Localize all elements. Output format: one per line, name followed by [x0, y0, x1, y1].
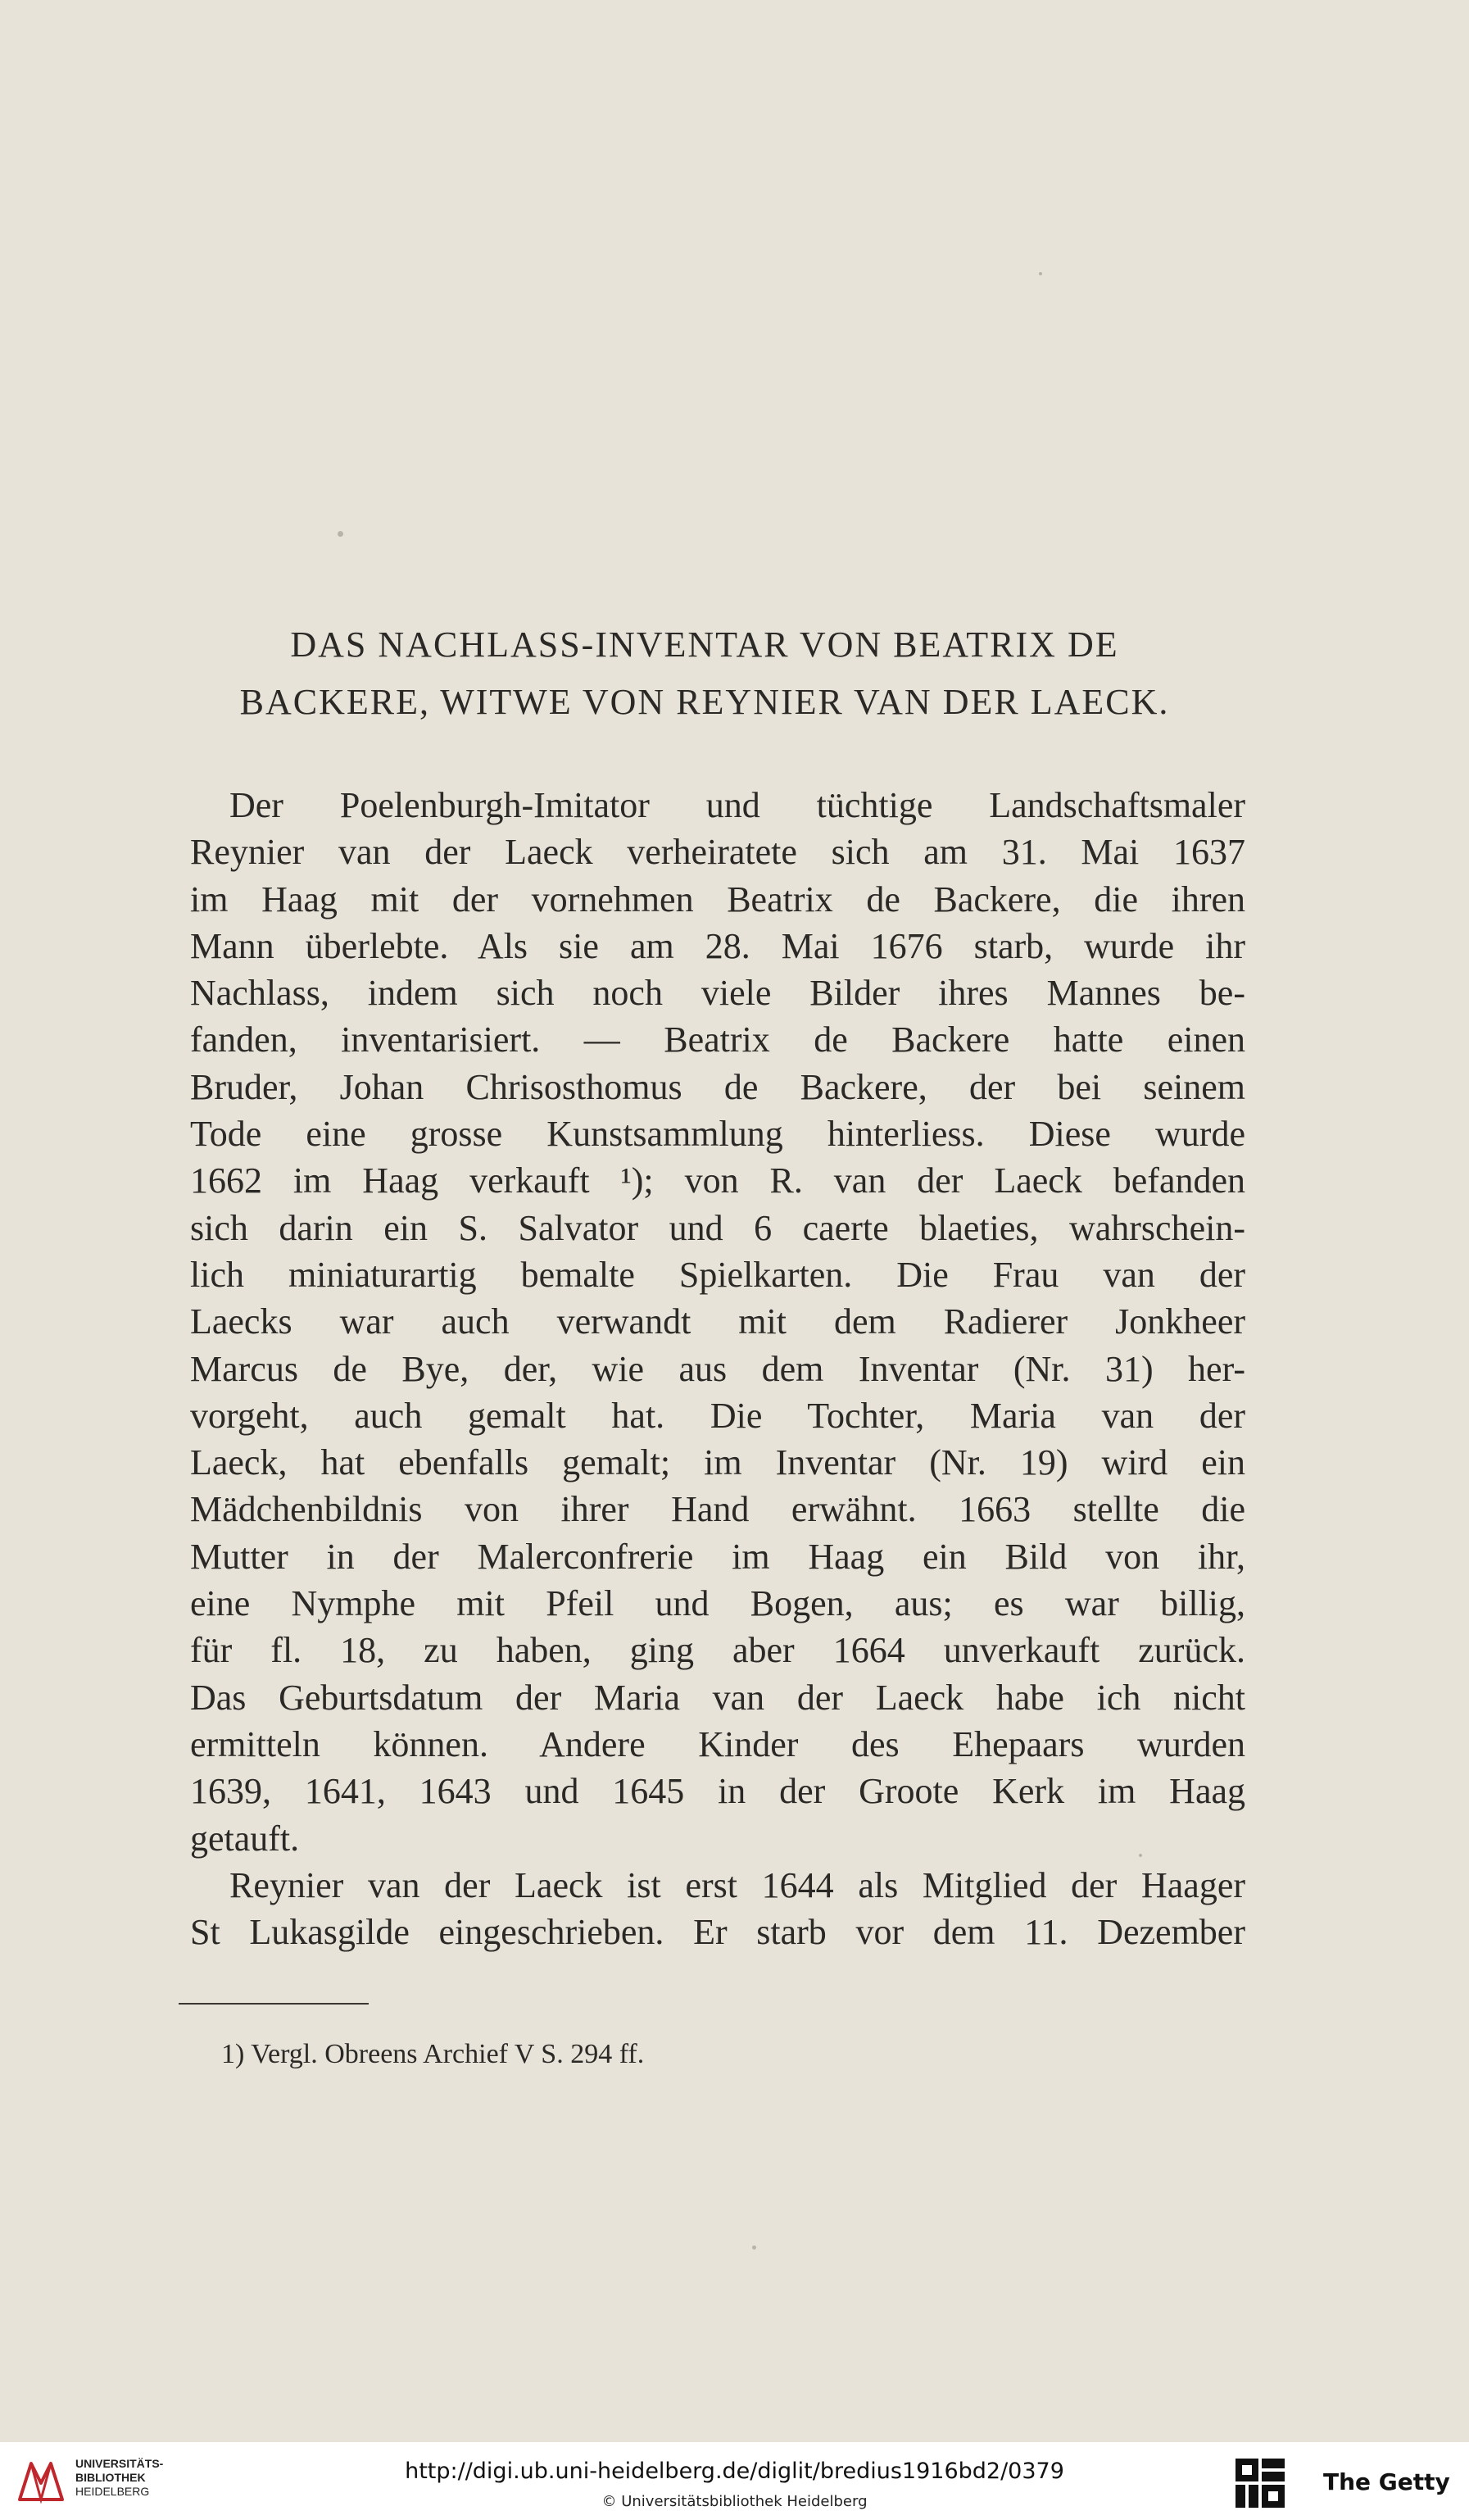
body-line: 1662 im Haag verkauft ¹); von R. van der Laeck befanden — [190, 1160, 1245, 1201]
footnote: 1) Vergl. Obreens Archief V S. 294 ff. — [221, 2039, 645, 2069]
body-line: St Lukasgilde eingeschrieben. Er starb vor dem 11. Dezember — [190, 1912, 1245, 1953]
library-name-line-2: BIBLIOTHEK — [75, 2471, 146, 2484]
getty-label: The Getty — [1323, 2468, 1450, 2495]
body-line: Tode eine grosse Kunstsammlung hinterliess. Diese wurde — [190, 1114, 1245, 1155]
body-line: Das Geburtsdatum der Maria van der Laeck habe ich nicht — [190, 1677, 1245, 1718]
body-line: Laeck, hat ebenfalls gemalt; im Inventar (Nr. 19) wird ein — [190, 1442, 1245, 1483]
getty-logo-icon[interactable] — [1234, 2457, 1286, 2511]
library-name-line-3: HEIDELBERG — [75, 2485, 150, 2498]
article-title-line-2: BACKERE, WITWE VON REYNIER VAN DER LAECK. — [239, 682, 1170, 722]
permalink-url[interactable]: http://digi.ub.uni-heidelberg.de/diglit/bredius1916bd2/0379 — [405, 2459, 1064, 2484]
body-line: lich miniaturartig bemalte Spielkarten. Die Frau van der — [190, 1254, 1245, 1295]
body-line: fanden, inventarisiert. — Beatrix de Backere hatte einen — [190, 1019, 1245, 1060]
paper-speck — [1039, 272, 1042, 275]
body-line: ermitteln können. Andere Kinder des Ehepaars wurden — [190, 1723, 1245, 1764]
body-line: für fl. 18, zu haben, ging aber 1664 unverkauft zurück. — [190, 1630, 1245, 1671]
body-line: Marcus de Bye, der, wie aus dem Inventar (Nr. 31) her- — [190, 1348, 1245, 1389]
body-line: Mädchenbildnis von ihrer Hand erwähnt. 1663 stellte die — [190, 1489, 1245, 1530]
body-line: eine Nymphe mit Pfeil und Bogen, aus; es war billig, — [190, 1583, 1245, 1624]
paper-speck — [338, 531, 343, 537]
body-line: Mutter in der Malerconfrerie im Haag ein Bild von ihr, — [190, 1536, 1245, 1577]
body-line: Reynier van der Laeck verheiratete sich am 31. Mai 1637 — [190, 832, 1245, 873]
copyright-notice: © Universitätsbibliothek Heidelberg — [601, 2493, 868, 2510]
article-body — [190, 782, 1245, 1955]
viewer-footer — [0, 2442, 1469, 2520]
body-line: Bruder, Johan Chrisosthomus de Backere, der bei seinem — [190, 1066, 1245, 1107]
body-line: Reynier van der Laeck ist erst 1644 als Mitglied der Haager — [229, 1864, 1245, 1905]
footnote-divider — [179, 2003, 369, 2005]
library-name-line-1: UNIVERSITÄTS- — [75, 2457, 164, 2470]
body-line: Der Poelenburgh-Imitator und tüchtige Landschaftsmaler — [229, 785, 1245, 825]
body-line: vorgeht, auch gemalt hat. Die Tochter, Maria van der — [190, 1395, 1245, 1436]
article-title-line-1: DAS NACHLASS-INVENTAR VON BEATRIX DE — [290, 624, 1119, 665]
body-line: sich darin ein S. Salvator und 6 caerte blaeties, wahrschein- — [190, 1207, 1245, 1248]
body-line: Mann überlebte. Als sie am 28. Mai 1676 starb, wurde ihr — [190, 925, 1245, 966]
body-line: Nachlass, indem sich noch viele Bilder ihres Mannes be- — [190, 973, 1245, 1014]
article-title — [147, 616, 1262, 731]
paper-speck — [752, 2245, 756, 2250]
body-line: getauft. — [190, 1818, 300, 1859]
body-line: 1639, 1641, 1643 und 1645 in der Groote Kerk im Haag — [190, 1771, 1245, 1812]
body-line: Laecks war auch verwandt mit dem Radierer Jonkheer — [190, 1301, 1245, 1342]
body-line: im Haag mit der vornehmen Beatrix de Backere, die ihren — [190, 879, 1245, 919]
